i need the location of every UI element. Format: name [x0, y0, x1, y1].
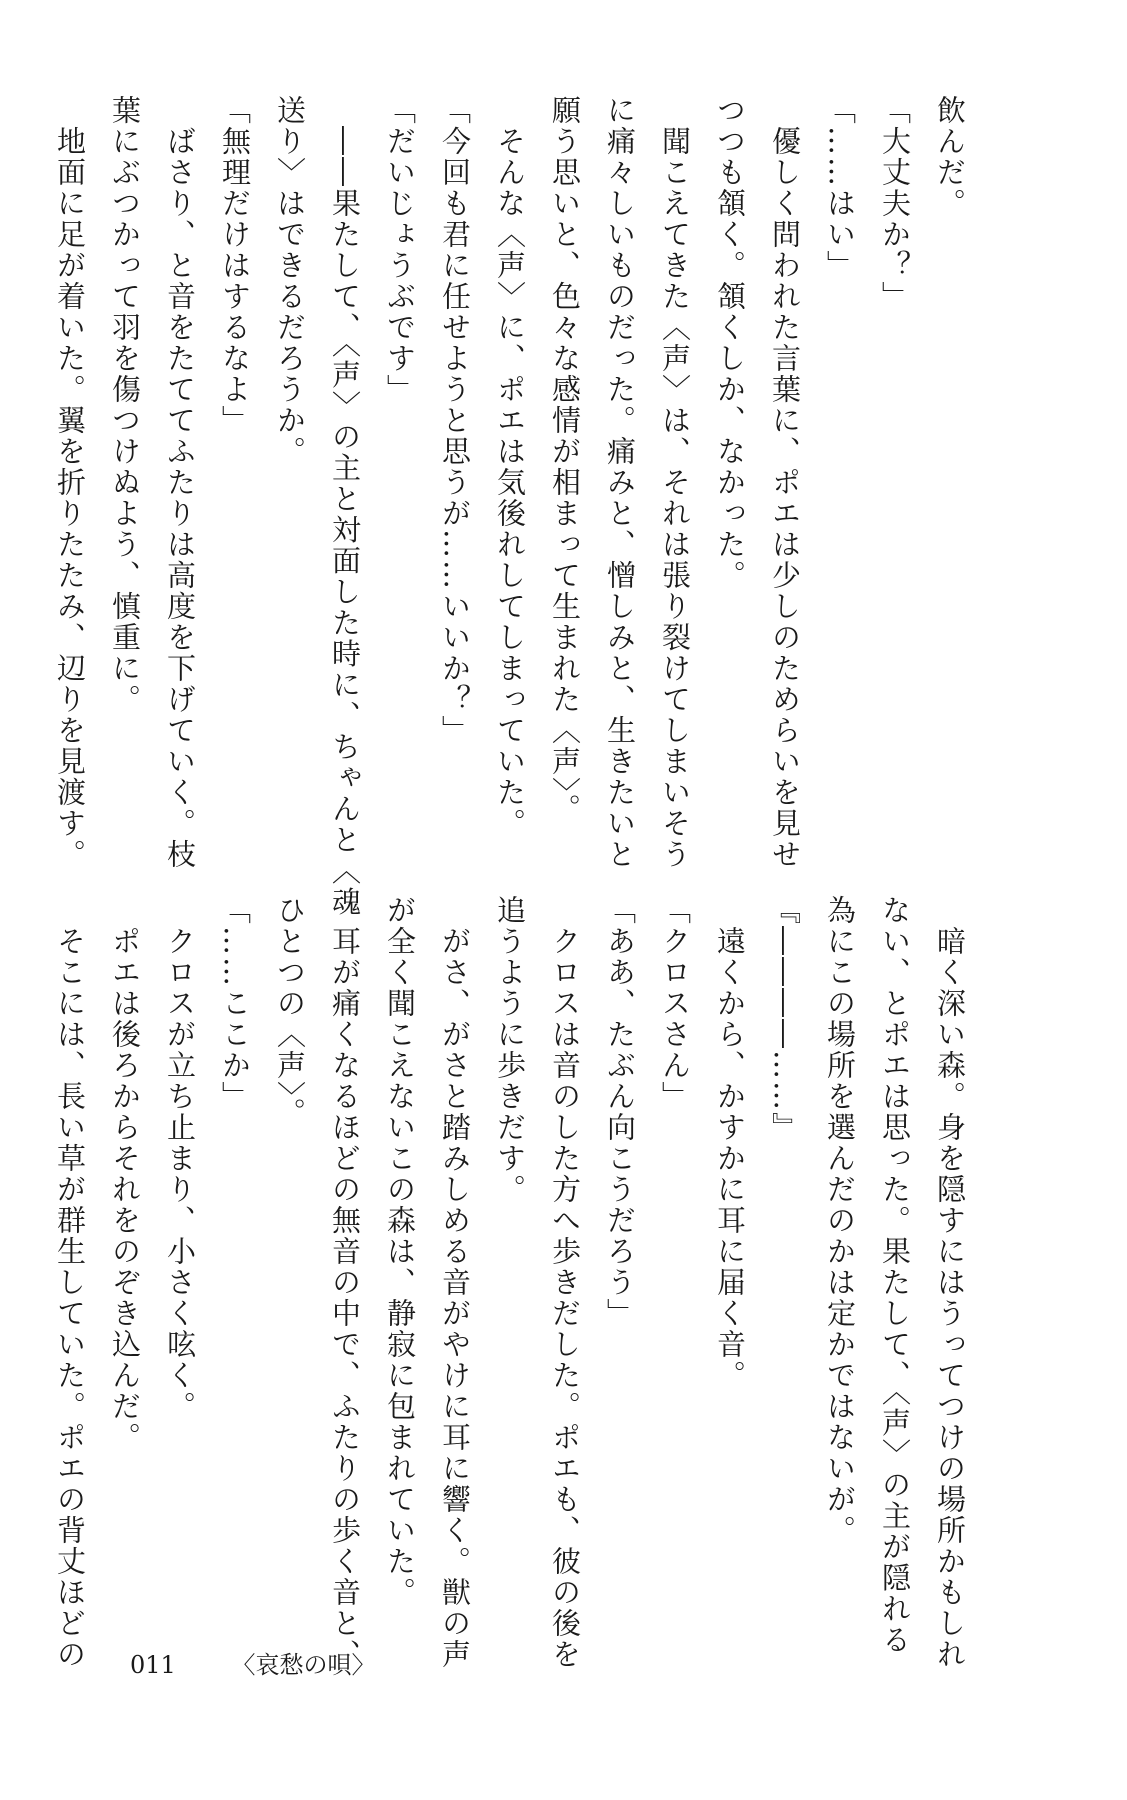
text-line: 優しく問われた言葉に、ポエは少しのためらいを見せ [768, 95, 802, 870]
text-line: 『――――……』 [768, 895, 802, 1143]
text-line: 「無理だけはするなよ」 [218, 95, 252, 436]
page-number: 011 [130, 1651, 176, 1679]
text-line: 暗く深い森。身を隠すにはうってつけの場所かもしれ [933, 895, 967, 1670]
text-line: が全く聞こえないこの森は、静寂に包まれていた。 [383, 895, 417, 1608]
text-line: クロスは音のした方へ歩きだした。ポエも、彼の後を [548, 895, 582, 1670]
chapter-title: 〈哀愁の唄〉 [231, 1651, 376, 1679]
text-line: 飲んだ。 [933, 95, 967, 219]
text-line: 「クロスさん」 [658, 895, 692, 1112]
text-line: 「ああ、たぶん向こうだろう」 [603, 895, 637, 1329]
text-line: 為にこの場所を選んだのかは定かではないが。 [823, 895, 857, 1546]
text-line: そこには、長い草が群生していた。ポエの背丈ほどの [53, 895, 87, 1670]
text-line: 葉にぶつかって羽を傷つけぬよう、慎重に。 [108, 95, 142, 715]
text-line: ない、とポエは思った。果たして、〈声〉の主が隠れる [878, 895, 912, 1656]
text-line: ばさり、と音をたててふたりは高度を下げていく。枝 [163, 95, 197, 870]
text-line: 聞こえてきた〈声〉は、それは張り裂けてしまいそう [658, 95, 692, 870]
text-line: 「大丈夫か？」 [878, 95, 912, 312]
text-line: 「今回も君に任せようと思うが……いいか？」 [438, 95, 472, 746]
text-line: 「……はい」 [823, 95, 857, 281]
text-line: ポエは後ろからそれをのぞき込んだ。 [108, 895, 142, 1453]
text-line: ひとつの〈声〉。 [273, 895, 307, 1129]
text-line: 送り〉はできるだろうか。 [273, 95, 307, 467]
text-line: クロスが立ち止まり、小さく呟く。 [163, 895, 197, 1422]
upper-text-block [53, 95, 977, 918]
page-footer [130, 1645, 375, 1680]
text-line: 耳が痛くなるほどの無音の中で、ふたりの歩く音と、 [328, 895, 362, 1670]
text-line: ――果たして、〈声〉の主と対面した時に、ちゃんと〈魂 [328, 95, 362, 918]
text-line: 願う思いと、色々な感情が相まって生まれた〈声〉。 [548, 95, 582, 825]
text-line: 地面に足が着いた。翼を折りたたみ、辺りを見渡す。 [53, 95, 87, 870]
text-line: 「……ここか」 [218, 895, 252, 1112]
text-line: がさ、がさと踏みしめる音がやけに耳に響く。獣の声 [438, 895, 472, 1670]
text-line: そんな〈声〉に、ポエは気後れしてしまっていた。 [493, 95, 527, 839]
text-line: 遠くから、かすかに耳に届く音。 [713, 895, 747, 1391]
text-line: 追うように歩きだす。 [493, 895, 527, 1205]
text-line: に痛々しいものだった。痛みと、憎しみと、生きたいと [603, 95, 637, 870]
text-line: つつも頷く。頷くしか、なかった。 [713, 95, 747, 591]
text-line: 「だいじょうぶです」 [383, 95, 417, 405]
